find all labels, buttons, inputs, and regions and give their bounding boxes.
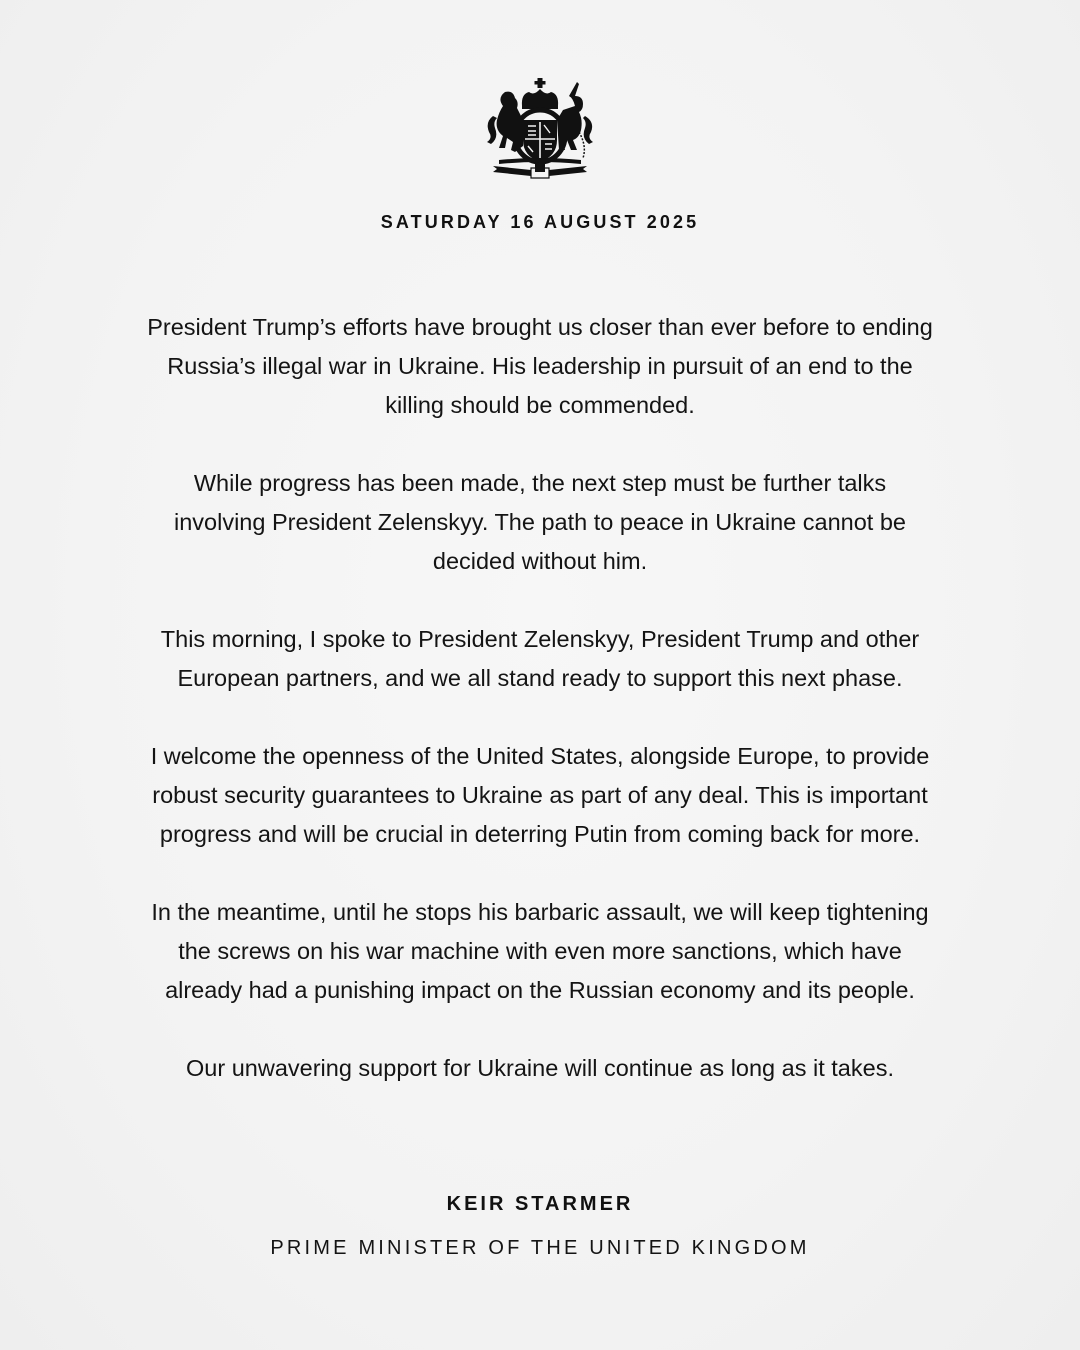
paragraph-line: decided without him.	[432, 548, 648, 574]
paragraph-line: This morning, I spoke to President Zelenskyy, President Trump and other	[160, 626, 920, 652]
paragraph-5	[0, 893, 1080, 1010]
paragraph-line: European partners, and we all stand ready to support this next phase.	[177, 665, 903, 691]
paragraph-2	[0, 464, 1080, 581]
paragraph-line: Russia’s illegal war in Ukraine. His leadership in pursuit of an end to the	[167, 353, 913, 379]
paragraph-line: I welcome the openness of the United States, alongside Europe, to provide	[150, 743, 930, 769]
paragraph-line: While progress has been made, the next step must be further talks	[193, 470, 887, 496]
paragraph-line: killing should be commended.	[385, 392, 695, 418]
royal-coat-of-arms-icon	[479, 76, 601, 182]
paragraph-line: already had a punishing impact on the Russian economy and its people.	[165, 977, 915, 1003]
signer-name: KEIR STARMER	[446, 1193, 634, 1215]
statement-body	[0, 308, 1080, 1127]
paragraph-line: Our unwavering support for Ukraine will continue as long as it takes.	[186, 1055, 894, 1081]
paragraph-line: robust security guarantees to Ukraine as part of any deal. This is important	[152, 782, 928, 808]
paragraph-line: progress and will be crucial in deterring Putin from coming back for more.	[159, 821, 921, 847]
paragraph-1	[0, 308, 1080, 425]
paragraph-6	[0, 1049, 1080, 1088]
signer-title: PRIME MINISTER OF THE UNITED KINGDOM	[270, 1237, 810, 1259]
paragraph-4	[0, 737, 1080, 854]
paragraph-3	[0, 620, 1080, 698]
paragraph-line: President Trump’s efforts have brought us closer than ever before to ending	[147, 314, 933, 340]
paragraph-line: the screws on his war machine with even more sanctions, which have	[178, 938, 902, 964]
paragraph-line: involving President Zelenskyy. The path to peace in Ukraine cannot be	[174, 509, 906, 535]
statement-date: SATURDAY 16 AUGUST 2025	[380, 212, 700, 232]
paragraph-line: In the meantime, until he stops his barbaric assault, we will keep tightening	[151, 899, 929, 925]
